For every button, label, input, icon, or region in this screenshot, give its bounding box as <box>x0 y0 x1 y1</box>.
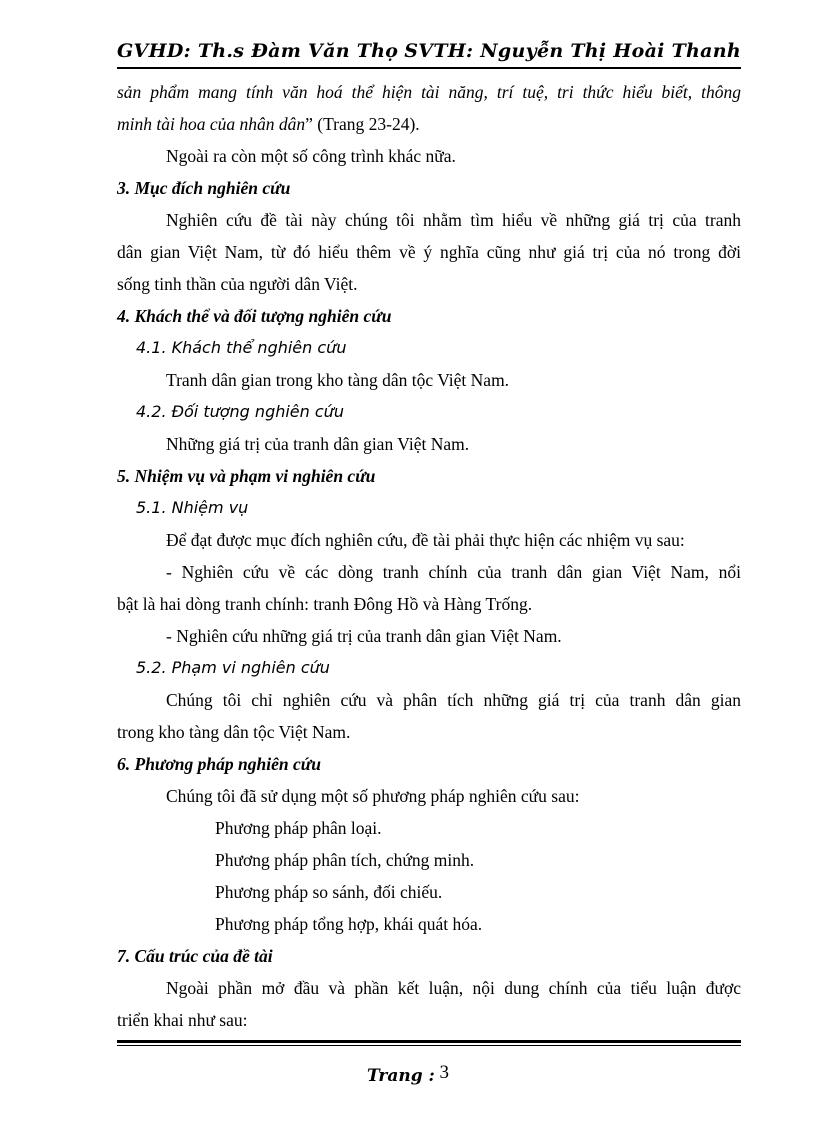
section-5-1-bullet-1-line-2: bật là hai dòng tranh chính: tranh Đông Hồ và Hàng Trống. <box>117 594 533 614</box>
section-5-1-intro: Để đạt được mục đích nghiên cứu, đề tài phải thực hiện các nhiệm vụ sau: <box>166 530 685 550</box>
section-7-heading: 7. Cấu trúc của đề tài <box>117 946 273 966</box>
section-3-line-1: Nghiên cứu đề tài này chúng tôi nhằm tìm hiểu về những giá trị của tranh <box>166 210 741 230</box>
section-3-line-3: sống tinh thần của người dân Việt. <box>117 274 358 294</box>
section-3-line-2: dân gian Việt Nam, từ đó hiểu thêm về ý nghĩa cũng như giá trị của nó trong đời <box>117 242 741 262</box>
section-5-2-heading: 5.2. Phạm vi nghiên cứu <box>136 658 330 677</box>
section-6-heading: 6. Phương pháp nghiên cứu <box>117 754 321 774</box>
header-student: SVTH: Nguyễn Thị Hoài Thanh <box>404 40 741 62</box>
header-advisor: GVHD: Th.s Đàm Văn Thọ <box>117 40 399 62</box>
method-item: Phương pháp so sánh, đối chiếu. <box>215 882 443 902</box>
quote-line-2-citation: ” (Trang 23-24). <box>305 114 420 134</box>
section-4-2-heading: 4.2. Đối tượng nghiên cứu <box>136 402 344 421</box>
section-5-2-line-2: trong kho tàng dân tộc Việt Nam. <box>117 722 351 742</box>
quote-line-2 <box>117 108 741 140</box>
section-5-1-bullet-2: - Nghiên cứu những giá trị của tranh dân gian Việt Nam. <box>166 626 562 646</box>
page-header <box>117 40 741 70</box>
section-4-2-text: Những giá trị của tranh dân gian Việt Nam. <box>166 434 470 454</box>
page-label: Trang : <box>366 1066 435 1086</box>
section-5-2-line-1: Chúng tôi chỉ nghiên cứu và phân tích những giá trị của tranh dân gian <box>166 690 741 710</box>
method-item: Phương pháp tổng hợp, khái quát hóa. <box>215 914 483 934</box>
section-4-1-heading: 4.1. Khách thể nghiên cứu <box>136 338 347 357</box>
section-3-heading: 3. Mục đích nghiên cứu <box>117 178 291 198</box>
header-rule <box>117 67 741 69</box>
paragraph-other-works: Ngoài ra còn một số công trình khác nữa. <box>166 146 456 166</box>
method-item: Phương pháp phân tích, chứng minh. <box>215 850 475 870</box>
section-5-1-heading: 5.1. Nhiệm vụ <box>136 498 249 517</box>
page-body <box>117 76 741 1036</box>
page-number: 3 <box>439 1062 450 1083</box>
method-item: Phương pháp phân loại. <box>215 818 382 838</box>
section-5-1-bullet-1-line-1: - Nghiên cứu về các dòng tranh chính của tranh dân gian Việt Nam, nổi <box>166 562 741 582</box>
section-5-heading: 5. Nhiệm vụ và phạm vi nghiên cứu <box>117 466 376 486</box>
section-4-heading: 4. Khách thể và đối tượng nghiên cứu <box>117 306 392 326</box>
quote-line-1: sản phẩm mang tính văn hoá thể hiện tài năng, trí tuệ, tri thức hiểu biết, thông <box>117 82 741 102</box>
footer-rule-thin <box>117 1045 741 1046</box>
section-4-1-text: Tranh dân gian trong kho tàng dân tộc Việt Nam. <box>166 370 510 390</box>
footer-rule-thick <box>117 1040 741 1043</box>
section-6-intro: Chúng tôi đã sử dụng một số phương pháp nghiên cứu sau: <box>166 786 580 806</box>
quote-line-2-italic: minh tài hoa của nhân dân <box>117 114 306 134</box>
section-7-line-2: triển khai như sau: <box>117 1010 248 1030</box>
section-7-line-1: Ngoài phần mở đầu và phần kết luận, nội dung chính của tiểu luận được <box>166 978 741 998</box>
page-footer <box>0 1062 816 1087</box>
